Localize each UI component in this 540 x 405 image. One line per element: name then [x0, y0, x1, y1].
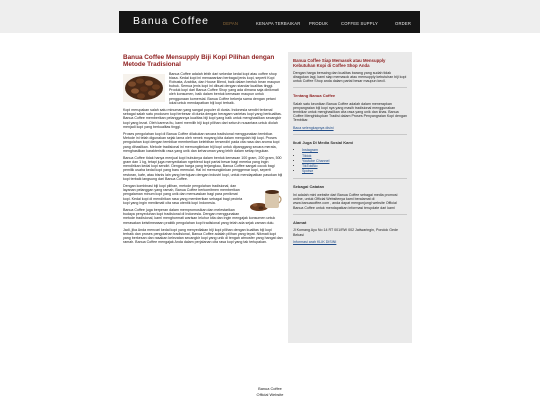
social-link-tiktok[interactable]: Tiktok — [302, 153, 312, 158]
nav-item-kenapa[interactable]: KENAPA TERBAIKAR — [256, 21, 301, 26]
sidebar-about-text: Salah satu keunikan Banua Coffee adalah dalam menerapkan penyangraian biji kopi nya yang masih tradisional menggunakan tembikar untuk menghasilkan cita rasa yang unik dan khas. Banua Coffee Menghidupkan Tradisi dalam Proses Penyangraian Kopi dengan Tembikar. — [293, 102, 408, 123]
main-article — [123, 54, 283, 248]
list-item — [302, 169, 407, 174]
sidebar-divider — [293, 214, 407, 215]
sidebar-divider — [293, 178, 407, 179]
social-link-instagram[interactable]: Instagram — [302, 148, 318, 153]
article-paragraph-3: Proses pengolahan kopi di Banua Coffee dilakukan secara tradisional menggunakan tembikar. Metode ini telah digunakan sejak lama oleh nenek moyang kita dalam mengolah biji kopi. Proses pengolahan kopi dengan tembikar memberikan kelebihan tersendiri pada cita rasa dan aroma kopi yang dihasilkan. Metode tradisional ini memungkinkan biji kopi untuk dipanggang secara merata, menghasilkan karakteristik rasa yang unik dan keharuman yang lebih dalam setiap tegukan. — [123, 132, 280, 153]
nav-item-depan[interactable]: DEPAN — [223, 21, 239, 26]
article-paragraph-5: Dengan kombinasi biji kopi pilihan, metode pengolahan tradisional, dan layanan pelanggan yang ramah, Banua Coffee berkomitmen memberikan pengalaman minum kopi yang unik dan memuaskan bagi para penikmat kopi. Kedai kopi di mendirikan rasa yang memberikan sebagai bagi pecinta kopi yang ingin menikmati cita rasa otentik kopi Indonesia. — [123, 184, 243, 205]
site-footer — [0, 386, 540, 405]
article-paragraph-4: Banua Coffee tidak hanya menjual kopi bubuknya dalam bentuk kemasan 100 gram, 200 gram, 500 gram dan 1 kg, tetapi juga menyediakan ngeblend kopi partai besar bagi mereka yang ingin mendirikan kedai kopi sendiri. Dengan harga yang terjangkau, Banua Coffee sangat cocok bagi pemilik usaha kedai kopi yang baru memulai. Hal ini memungkinkan penggemar kopi, seperti restoran, kafe, atau bisnis lain yang bertujuan dengan industri kopi, untuk mendapatkan pasokan biji kopi terbaik langsung dari Banua Coffee. — [123, 156, 283, 181]
social-link-youtube[interactable]: Youtube Channel — [302, 158, 330, 163]
article-paragraph-6: Banua Coffee juga berperan dalam mempromosikan dan melestarikan budaya penyeduhan kopi tradisional di Indonesia. Dengan menggunakan metode tradisional, kami menghormati warisan leluhur kita dan ingin mengajak konsumen untuk merasakan keistimewaan praktik pengolahan kopi tradisional yang telah ada sejak zaman dulu. — [123, 208, 276, 225]
sidebar-heading-about: Tentang Banua Coffee — [293, 93, 336, 99]
sidebar-divider — [293, 87, 407, 88]
nav-item-coffee-supply[interactable]: COFFEE SUPPLY — [341, 21, 378, 26]
sidebar-heading-social: Ikuti Juga Di Media Sosial Kami — [293, 139, 354, 145]
sidebar-heading-note: Sebagai Catatan — [293, 184, 325, 190]
read-more-link[interactable]: Baca selengkapnya disini — [293, 125, 334, 130]
sidebar-address-text: Jl Komang Ayu No 14 RT 001/RW 002 Jatiwaringin, Pondok Gede Bekasi — [293, 228, 399, 237]
site-brand[interactable]: Banua Coffee — [133, 15, 210, 27]
article-paragraph-1: Banua Coffee adalah lebih dari sekedar kedai kopi atau coffee shop biasa. Kedai kopi ini menawarkan berbagai jenis kopi, seperti Kopi Robusta, Arabika, dan House Blend, baik dalam bentuk bean maupun bubuk. Semua jenis kopi ini dibuat dengan standar kualitas tinggi. Produk kopi dari Banua Coffee Shop yang ada dimana saja dinikmati oleh konsumen, baik dalam bentuk kemasan maupun untuk penggunaan komersial. Banua Coffee bekerja sama dengan petani lokal untuk mendapatkan biji kopi terbaik. — [169, 72, 281, 105]
article-paragraph-2: Kopi merupakan salah satu minuman yang sangat populer di dunia. Indonesia sendiri terkenal sebagai salah satu produsen kopi terbesar di dunia dengan beragam varietas kopi yang berkualitas. Banua Coffee memberikan pelanggannya kualitas biji kopi yang baik untuk menghasilkan secangkir kopi yang lezat. Oleh karena itu, kami memilih biji kopi pilihan dari seluruh nusantara untuk diolah menjadi kopi yang berkualitas tinggi. — [123, 108, 282, 129]
sidebar-supply-text: Dengan harga bersaing dan kualitas barang yang sudah tidak diragukan lagi, kami siap memasok atau mensupply kebutuhan biji kopi untuk Coffee Shop anda dalam partai besar maupun kecil. — [293, 71, 407, 84]
social-link-spotse[interactable]: Spotse — [302, 169, 314, 174]
footer-subtitle: Official Website — [256, 392, 284, 397]
sidebar — [288, 52, 412, 343]
page-content — [119, 33, 420, 386]
sidebar-divider — [293, 134, 407, 135]
footer-brand: Banua Coffee — [258, 386, 282, 391]
directions-link[interactable]: Informasi arah KLIK DISINI — [293, 239, 337, 244]
nav-item-order[interactable]: ORDER — [395, 21, 412, 26]
article-paragraph-7: Jadi, jika Anda mencari kedai kopi yang menyediakan biji kopi pilihan dengan kualitas biji kopi terbaik dan proses pengolahan tradisional, Banua Coffee adalah pilihan yang tepat. Nikmati kopi yang berkesan dan rasakan kelezatan secangkir kopi yang unik di tengah atmosfer yang hangat dan ramah. Banua Coffee mengajak Anda dalam perjalanan cita rasa kopi yang tak terlupakan. — [123, 228, 283, 245]
coffee-beans-image — [123, 74, 165, 102]
sidebar-heading-address: Alamat — [293, 219, 307, 225]
sidebar-heading-supply: Banua Coffee Siap Memasok atau Mensupply Kebutuhan Kopi di Coffee Shop Anda — [293, 58, 386, 68]
nav-item-produk[interactable]: PRODUK — [309, 21, 329, 26]
social-link-tiktokbio[interactable]: TikTokBio — [302, 164, 318, 169]
site-header — [119, 11, 420, 33]
coffee-cup-image — [249, 186, 283, 213]
social-links-list — [293, 148, 407, 174]
sidebar-note-text: Ini adalah mini website dari Banua Coffee sebagai media promosi online, untuk Official Websitenya kami beralamat di www.banuacoffee.com , anda dapat mengunjungi website Official Banua Coffee untuk mendapatkan informasi terupdate dari kami — [293, 193, 398, 210]
article-title: Banua Coffee Mensupply Biji Kopi Pilihan dengan Metode Tradisional — [123, 54, 275, 68]
